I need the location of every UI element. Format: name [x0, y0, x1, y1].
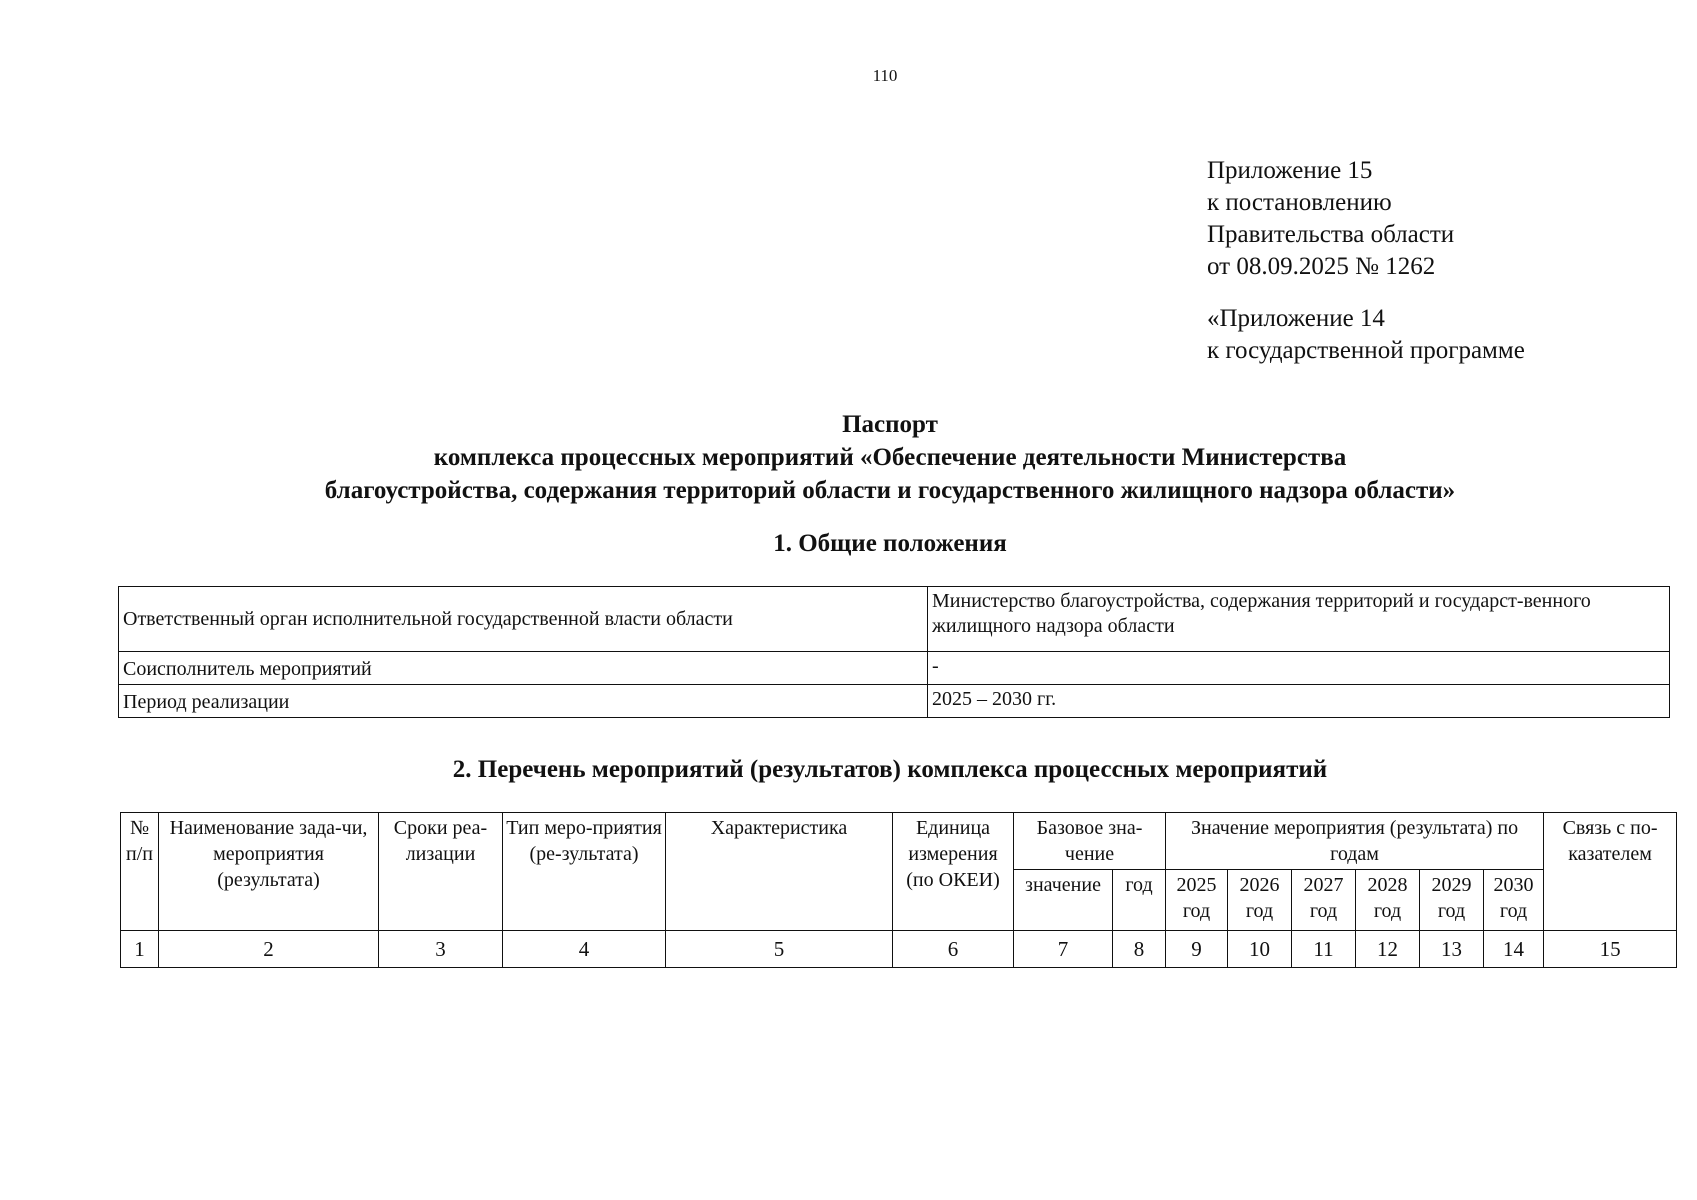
header-base: Базовое зна-чение [1014, 813, 1166, 870]
general-provisions-table [118, 586, 1670, 718]
header-year: 2025 год [1166, 870, 1228, 931]
column-number: 10 [1228, 931, 1292, 968]
appendix-line: Приложение 15 [1207, 157, 1373, 184]
column-number: 13 [1420, 931, 1484, 968]
header-terms: Сроки реа-лизации [379, 813, 503, 931]
column-number: 12 [1356, 931, 1420, 968]
column-number: 15 [1544, 931, 1677, 968]
column-number-row [121, 931, 1677, 968]
header-values-by-year: Значение мероприятия (результата) по годам [1166, 813, 1544, 870]
column-number: 1 [121, 931, 159, 968]
column-number: 14 [1484, 931, 1544, 968]
column-number: 2 [159, 931, 379, 968]
document-title [120, 408, 1660, 507]
appendix-line: от 08.09.2025 № 1262 [1207, 253, 1436, 280]
appendix-line: Правительства области [1207, 221, 1455, 248]
section-1-heading: 1. Общие положения [773, 530, 1007, 557]
header-base-year: год [1113, 870, 1166, 931]
header-year: 2027 год [1292, 870, 1356, 931]
title-line: благоустройства, содержания территорий области и государственного жилищного надзора области» [324, 477, 1456, 504]
row-value: - [928, 652, 1670, 685]
column-number: 11 [1292, 931, 1356, 968]
column-number: 7 [1014, 931, 1113, 968]
column-number: 9 [1166, 931, 1228, 968]
activities-table [120, 812, 1677, 968]
header-base-value: значение [1014, 870, 1113, 931]
column-number: 4 [503, 931, 666, 968]
header-characteristic: Характеристика [666, 813, 893, 931]
table-row [119, 652, 1670, 685]
section-2-heading: 2. Перечень мероприятий (результатов) комплекса процессных мероприятий [452, 756, 1328, 783]
row-label: Период реализации [119, 685, 928, 718]
column-number: 3 [379, 931, 503, 968]
row-label: Соисполнитель мероприятий [119, 652, 928, 685]
table-row [119, 685, 1670, 718]
header-link: Связь с по-казателем [1544, 813, 1677, 931]
header-year: 2030 год [1484, 870, 1544, 931]
header-num: № п/п [121, 813, 159, 931]
column-number: 8 [1113, 931, 1166, 968]
row-value: 2025 – 2030 гг. [928, 685, 1670, 718]
table-row [119, 587, 1670, 652]
appendix-line: к постановлению [1207, 189, 1392, 216]
appendix-line: к государственной программе [1207, 337, 1525, 364]
row-label: Ответственный орган исполнительной государственной власти области [119, 587, 928, 652]
header-year: 2029 год [1420, 870, 1484, 931]
appendix-block [1207, 155, 1525, 367]
header-year: 2026 год [1228, 870, 1292, 931]
column-number: 6 [893, 931, 1014, 968]
appendix-line: «Приложение 14 [1207, 305, 1385, 332]
title-line: комплекса процессных мероприятий «Обеспечение деятельности Министерства [433, 444, 1347, 471]
header-year: 2028 год [1356, 870, 1420, 931]
header-name: Наименование зада-чи, мероприятия (результата) [159, 813, 379, 931]
header-unit: Единица измерения (по ОКЕИ) [893, 813, 1014, 931]
row-value: Министерство благоустройства, содержания территорий и государст-венного жилищного надзора области [928, 587, 1670, 652]
page-number: 110 [872, 66, 898, 85]
header-type: Тип меро-приятия (ре-зультата) [503, 813, 666, 931]
title-line: Паспорт [842, 411, 938, 438]
column-number: 5 [666, 931, 893, 968]
